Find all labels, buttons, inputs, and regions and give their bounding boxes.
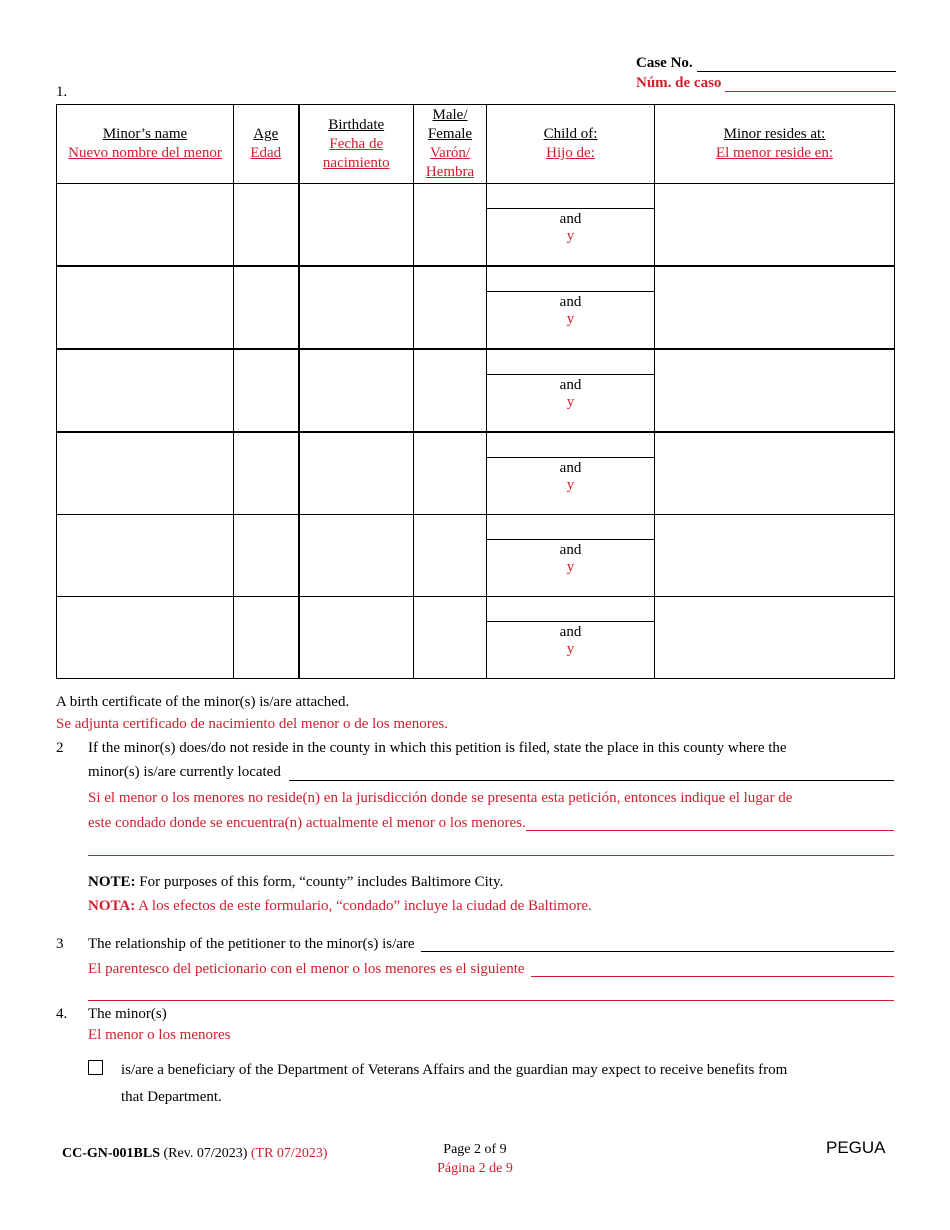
item-1-number: 1. <box>56 84 68 100</box>
item-2-line2 <box>88 760 894 784</box>
resides-cell[interactable] <box>655 597 895 679</box>
case-no-field-es[interactable] <box>725 76 896 92</box>
minor-name-cell[interactable] <box>57 266 234 349</box>
age-cell[interactable] <box>234 266 299 349</box>
minor-name-cell[interactable] <box>57 515 234 597</box>
veterans-checkbox[interactable] <box>88 1060 103 1075</box>
table-row <box>57 184 895 267</box>
age-cell[interactable] <box>234 432 299 515</box>
child-of-cell[interactable]: and y <box>487 597 655 679</box>
age-cell[interactable] <box>234 597 299 679</box>
footer-page <box>400 1140 550 1178</box>
child-of-cell[interactable]: and y <box>487 184 655 267</box>
resides-cell[interactable] <box>655 184 895 267</box>
checkbox-label-line2: that Department. <box>121 1089 222 1105</box>
item-3-number: 3 <box>56 936 64 952</box>
birthdate-cell[interactable] <box>299 184 414 267</box>
footer-form-id: CC-GN-001BLS (Rev. 07/2023) (TR 07/2023) <box>62 1146 328 1161</box>
col-minor-name-header: Minor’s name Nuevo nombre del menor <box>57 105 234 184</box>
case-number-block <box>636 52 896 92</box>
sex-cell[interactable] <box>414 432 487 515</box>
child-of-cell[interactable]: and y <box>487 349 655 432</box>
minor-name-cell[interactable] <box>57 349 234 432</box>
sex-cell[interactable] <box>414 266 487 349</box>
item-2-text-es-line2: este condado donde se encuentra(n) actualmente el menor o los menores. <box>88 815 526 831</box>
col-age-header: Age Edad <box>234 105 299 184</box>
item-2-text-line1: If the minor(s) does/do not reside in the county in which this petition is filed, state the place in this county where the <box>88 740 787 756</box>
item-3-text-es: El parentesco del peticionario con el menor o los menores es el siguiente <box>88 961 525 977</box>
child-of-cell[interactable]: and y <box>487 266 655 349</box>
checkbox-label-line1: is/are a beneficiary of the Department of Veterans Affairs and the guardian may expect to receive benefits from <box>121 1062 788 1078</box>
sex-cell[interactable] <box>414 515 487 597</box>
minor-name-cell[interactable] <box>57 432 234 515</box>
relationship-field-es[interactable] <box>531 957 894 977</box>
child-of-cell[interactable]: and y <box>487 432 655 515</box>
birth-cert-text-es: Se adjunta certificado de nacimiento del menor o de los menores. <box>56 716 448 732</box>
relationship-field[interactable] <box>421 932 894 952</box>
table-row <box>57 515 895 597</box>
item-3-line <box>88 932 894 956</box>
item-3-text: The relationship of the petitioner to the minor(s) is/are <box>88 936 415 952</box>
location-field-es-extra[interactable] <box>88 855 894 856</box>
resides-cell[interactable] <box>655 515 895 597</box>
birthdate-cell[interactable] <box>299 266 414 349</box>
resides-cell[interactable] <box>655 266 895 349</box>
case-no-label: Case No. <box>636 55 693 71</box>
sex-cell[interactable] <box>414 349 487 432</box>
case-no-label-es: Núm. de caso <box>636 75 722 91</box>
resides-cell[interactable] <box>655 432 895 515</box>
item-4-text-es: El menor o los menores <box>88 1027 231 1043</box>
item-2-text-es-line1: Si el menor o los menores no reside(n) en la jurisdicción donde se presenta esta petición, entonces indique el lugar de <box>88 790 793 806</box>
case-no-field[interactable] <box>697 56 896 72</box>
col-child-of-header: Child of: Hijo de: <box>487 105 655 184</box>
table-row <box>57 349 895 432</box>
relationship-field-es-extra[interactable] <box>88 1000 894 1001</box>
page-number-es: Página 2 de 9 <box>437 1161 513 1176</box>
col-resides-header: Minor resides at: El menor reside en: <box>655 105 895 184</box>
item-2-number: 2 <box>56 740 64 756</box>
item-2-text-line2: minor(s) is/are currently located <box>88 764 281 780</box>
birthdate-cell[interactable] <box>299 349 414 432</box>
resides-cell[interactable] <box>655 349 895 432</box>
item-2-es-line2 <box>88 811 894 835</box>
sex-cell[interactable] <box>414 597 487 679</box>
footer-code: PEGUA <box>826 1138 886 1157</box>
age-cell[interactable] <box>234 349 299 432</box>
item-4-number: 4. <box>56 1006 68 1022</box>
sex-cell[interactable] <box>414 184 487 267</box>
birthdate-cell[interactable] <box>299 515 414 597</box>
location-field[interactable] <box>289 760 894 781</box>
location-field-es[interactable] <box>526 811 894 831</box>
table-row <box>57 432 895 515</box>
note-es: NOTA: A los efectos de este formulario, “condado” incluye la ciudad de Baltimore. <box>88 898 592 914</box>
minor-name-cell[interactable] <box>57 184 234 267</box>
minors-table <box>56 104 895 679</box>
item-4-text: The minor(s) <box>88 1006 167 1022</box>
table-row <box>57 597 895 679</box>
col-sex-header: Male/ Female Varón/ Hembra <box>414 105 487 184</box>
page-number: Page 2 of 9 <box>443 1142 507 1157</box>
item-3-line-es <box>88 957 894 981</box>
table-row <box>57 266 895 349</box>
age-cell[interactable] <box>234 184 299 267</box>
birth-cert-text: A birth certificate of the minor(s) is/are attached. <box>56 694 350 710</box>
birthdate-cell[interactable] <box>299 432 414 515</box>
age-cell[interactable] <box>234 515 299 597</box>
col-birthdate-header: Birthdate Fecha de nacimiento <box>299 105 414 184</box>
child-of-cell[interactable]: and y <box>487 515 655 597</box>
birthdate-cell[interactable] <box>299 597 414 679</box>
minor-name-cell[interactable] <box>57 597 234 679</box>
note-en: NOTE: For purposes of this form, “county” includes Baltimore City. <box>88 874 504 890</box>
